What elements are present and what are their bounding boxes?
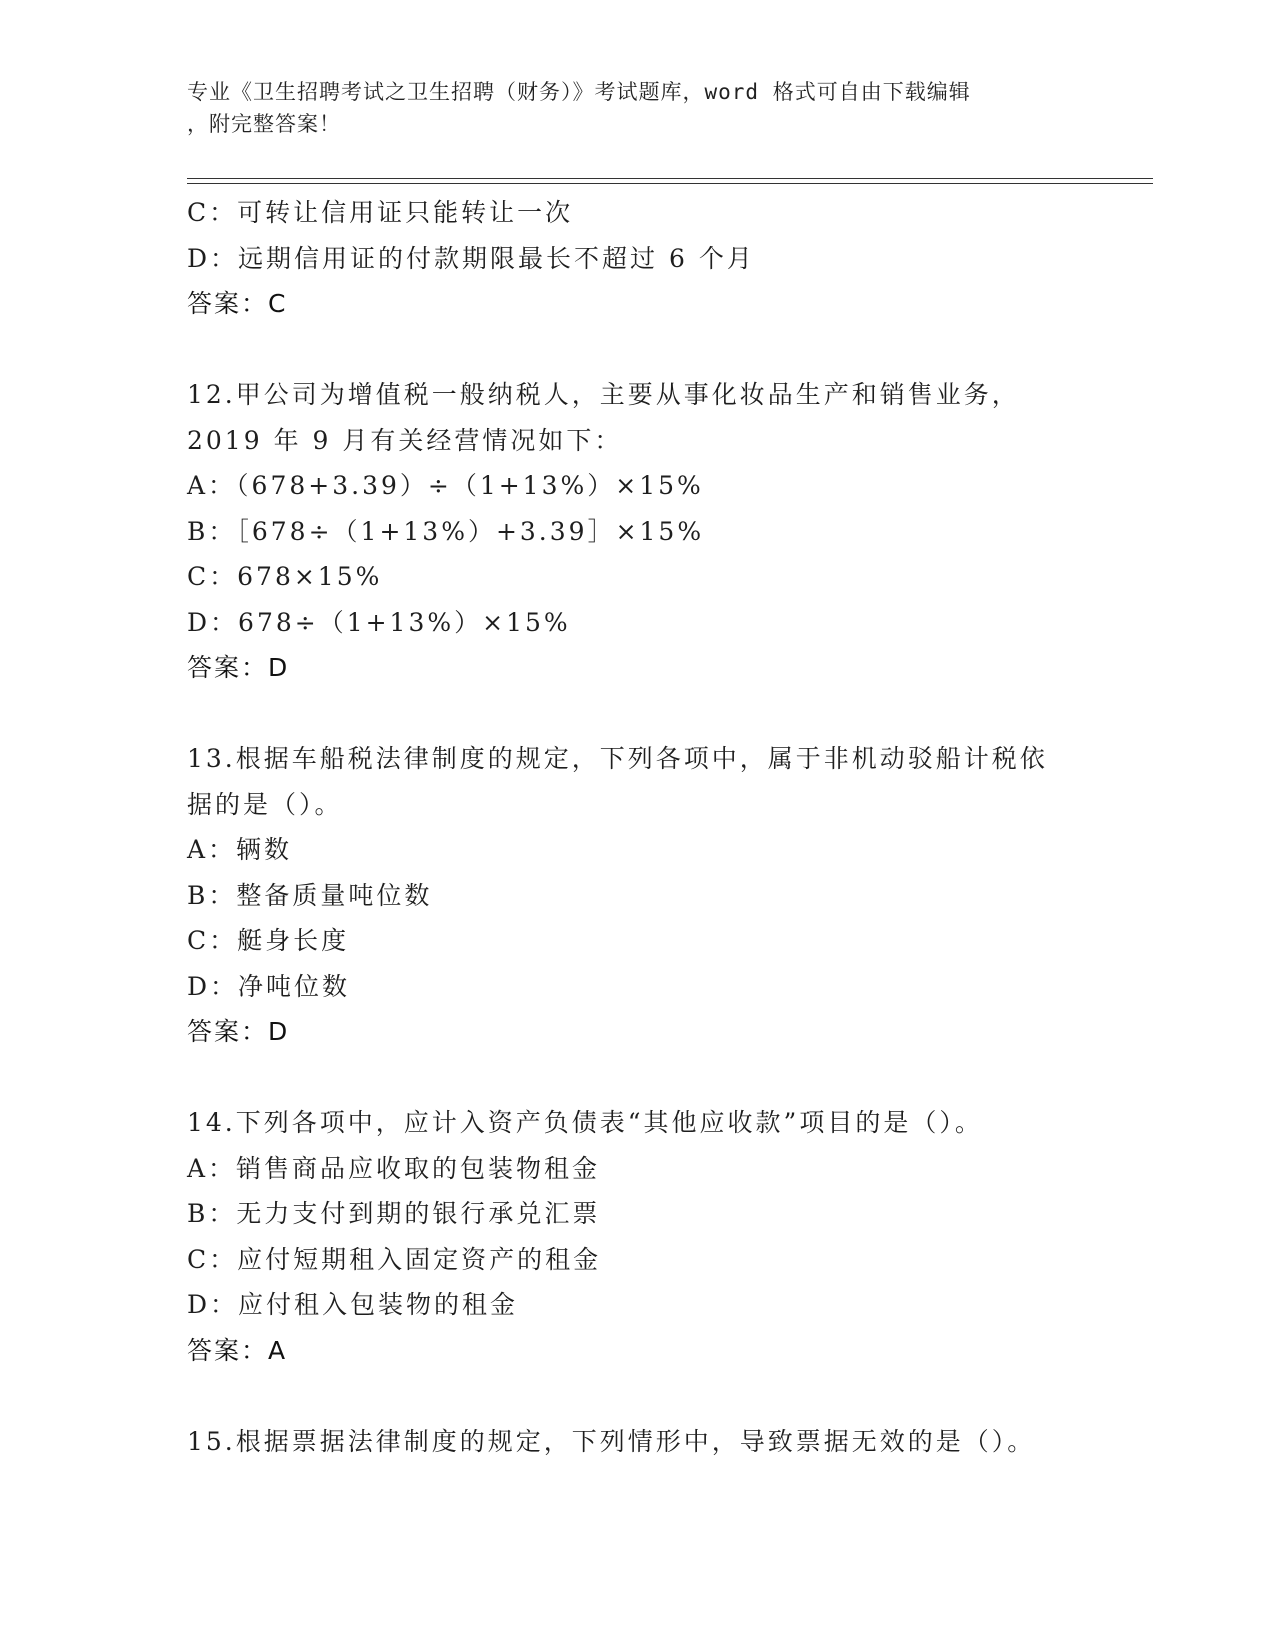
question-list bbox=[187, 190, 1087, 1464]
q14-option-d: D：应付租入包装物的租金 bbox=[187, 1290, 519, 1319]
q11-option-c: C：可转让信用证只能转让一次 bbox=[187, 198, 574, 227]
q14-option-b: B：无力支付到期的银行承兑汇票 bbox=[187, 1199, 601, 1228]
q14-stem-line-1: 14.下列各项中，应计入资产负债表“其他应收款”项目的是（）。 bbox=[187, 1108, 983, 1137]
q12-option-c: C：678×15% bbox=[187, 562, 383, 591]
q12-option-b: B：［678÷（1+13%）+3.39］×15% bbox=[187, 516, 705, 546]
q13-option-a: A：辆数 bbox=[187, 835, 293, 864]
spacer bbox=[187, 691, 1087, 737]
q12-option-d: D：678÷（1+13%）×15% bbox=[187, 607, 571, 637]
header-line-2: ，附完整答案！ bbox=[187, 112, 341, 136]
q14-answer: 答案：A bbox=[187, 1335, 288, 1365]
spacer bbox=[187, 327, 1087, 373]
q15-stem-line-1: 15.根据票据法律制度的规定，下列情形中，导致票据无效的是（）。 bbox=[187, 1426, 1036, 1456]
q13-answer: 答案：D bbox=[187, 1017, 290, 1046]
q11-answer: 答案：C bbox=[187, 289, 288, 318]
question-14 bbox=[187, 1100, 1087, 1373]
q12-answer: 答案：D bbox=[187, 653, 290, 682]
q13-stem-line-1: 13.根据车船税法律制度的规定，下列各项中，属于非机动驳船计税依 bbox=[187, 744, 1048, 773]
question-15 bbox=[187, 1419, 1087, 1465]
q11-option-d: D：远期信用证的付款期限最长不超过 6 个月 bbox=[187, 243, 755, 273]
question-11 bbox=[187, 190, 1087, 327]
q14-option-a: A：销售商品应收取的包装物租金 bbox=[187, 1153, 601, 1183]
spacer bbox=[187, 1373, 1087, 1419]
header-divider-bottom bbox=[187, 183, 1153, 184]
question-12 bbox=[187, 372, 1087, 691]
spacer bbox=[187, 1055, 1087, 1101]
header-line-1: 专业《卫生招聘考试之卫生招聘（财务）》考试题库，word 格式可自由下载编辑 bbox=[187, 80, 971, 104]
q12-option-a: A：（678+3.39）÷（1+13%）×15% bbox=[187, 471, 704, 500]
q14-option-c: C：应付短期租入固定资产的租金 bbox=[187, 1244, 602, 1274]
q13-option-c: C：艇身长度 bbox=[187, 926, 350, 955]
q12-stem-line-2: 2019 年 9 月有关经营情况如下： bbox=[187, 425, 623, 455]
q13-option-d: D：净吨位数 bbox=[187, 971, 351, 1001]
q13-option-b: B：整备质量吨位数 bbox=[187, 880, 433, 910]
document-header bbox=[187, 76, 1067, 140]
header-divider-top bbox=[187, 178, 1153, 179]
question-13 bbox=[187, 736, 1087, 1055]
q12-stem-line-1: 12.甲公司为增值税一般纳税人，主要从事化妆品生产和销售业务， bbox=[187, 380, 1020, 409]
q13-stem-line-2: 据的是（）。 bbox=[187, 789, 343, 819]
